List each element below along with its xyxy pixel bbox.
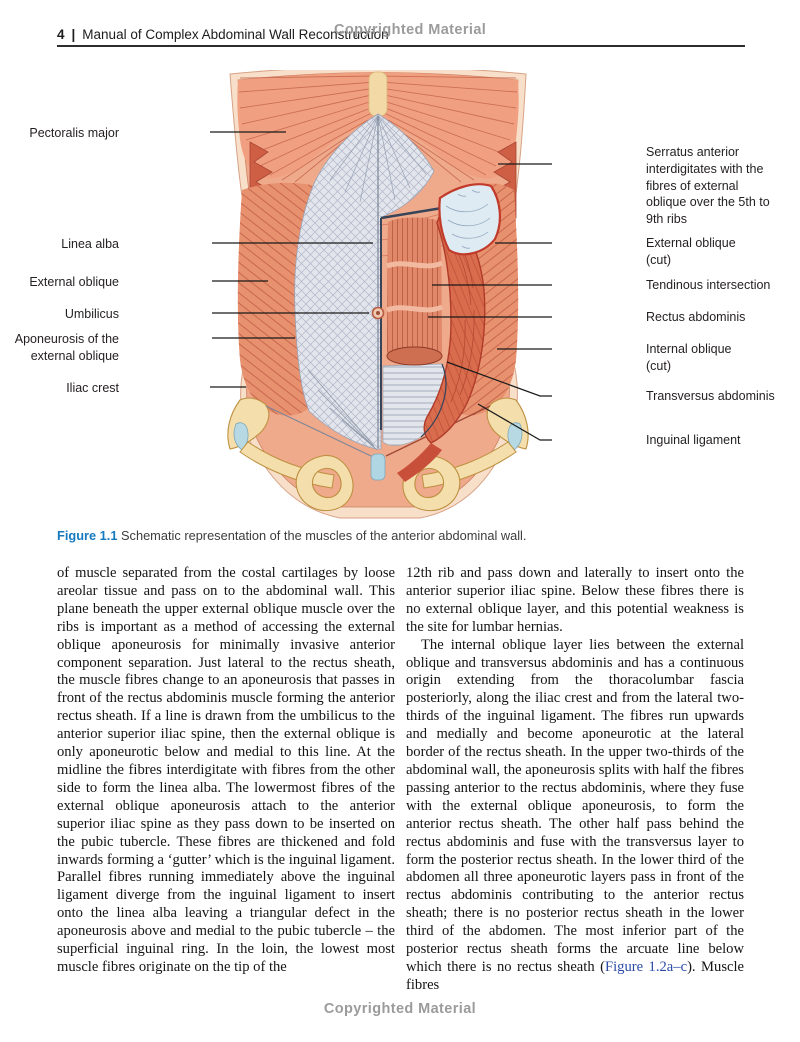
umbilicus-mark	[373, 308, 384, 319]
sternum	[369, 72, 387, 116]
header-separator: |	[71, 27, 76, 42]
figure-caption-text: Schematic representation of the muscles of the anterior abdominal wall.	[121, 528, 527, 543]
body-column-left	[57, 565, 395, 977]
body-column-right	[406, 565, 744, 995]
label-serratus-anterior: Serratus anterior interdigitates with the fibres of external oblique over the 5th to 9th ribs	[646, 145, 770, 226]
label-internal-oblique-cut: Internal oblique (cut)	[646, 342, 732, 373]
label-inguinal-ligament: Inguinal ligament	[646, 433, 741, 447]
label-rectus-abdominis: Rectus abdominis	[646, 310, 746, 324]
figure-caption-label: Figure 1.1	[57, 528, 118, 543]
label-external-oblique: External oblique	[29, 275, 119, 289]
watermark-bottom: Copyrighted Material	[323, 1001, 477, 1017]
label-aponeurosis-external-oblique: Aponeurosis of the external oblique	[14, 332, 119, 363]
rectus-cut-stump	[387, 347, 442, 365]
label-iliac-crest: Iliac crest	[66, 381, 119, 395]
tendinous-intersection-band	[387, 263, 442, 266]
header-rule	[57, 45, 745, 47]
anatomy-illustration	[90, 70, 710, 520]
label-linea-alba: Linea alba	[61, 237, 119, 251]
tendinous-intersection-band	[387, 307, 442, 310]
label-tendinous-intersection: Tendinous intersection	[646, 278, 771, 292]
label-umbilicus: Umbilicus	[64, 307, 119, 321]
anatomy-figure	[14, 70, 775, 520]
figure-caption	[57, 528, 727, 543]
paragraph-right-2-tail: ). Muscle fibres	[406, 958, 745, 993]
label-pectoralis-major: Pectoralis major	[29, 126, 119, 140]
figure-reference-link[interactable]: Figure 1.2a–c	[604, 958, 688, 975]
paragraph-right-2-text: The internal oblique layer lies between the external oblique and transversus abdominis and has a continuous origin extending from the thoracolumbar fascia posteriorly, along the iliac crest and from the lateral two-thirds of the inguinal ligament. The fibres run upwards and medially and become aponeurotic at the lateral border of the rectus sheath. In the upper two-thirds of the abdominal wall, the aponeurosis splits with half the fibres passing anterior to the rectus abdominis, where they fuse with the external oblique aponeurosis, to form the anterior rectus sheath. The other half pass behind the rectus abdominis and fuse with the transversus layer to form the posterior rectus sheath. In the lower third of the abdomen all three aponeurotic layers pass in front of the rectus abdominis contributing to the anterior rectus sheath; there is no posterior rectus sheath in the lower third of the abdomen. The most inferior part of the posterior rectus sheath forms the arcuate line below which there is no rectus sheath (	[406, 636, 744, 975]
watermark-top: Copyrighted Material	[334, 22, 487, 38]
paragraph-right-1: 12th rib and pass down and laterally to insert onto the anterior superior iliac spine. Below these fibres there is no external oblique layer, and this potential weakness is the site for lumbar hernias.	[406, 565, 744, 635]
book-title: Manual of Complex Abdominal Wall Reconstruction	[82, 27, 389, 42]
pubic-symphysis	[371, 454, 385, 480]
paragraph-right-2	[406, 637, 744, 995]
external-oblique-cut-flap	[439, 184, 500, 254]
paragraph-left: of muscle separated from the costal cartilages by loose areolar tissue and pass on to the abdominal wall. This plane beneath the upper external oblique muscle over the ribs is important as a method of accessing the external oblique aponeurosis for minimally invasive anterior component separation. Just lateral to the rectus sheath, the muscle fibres change to an aponeurosis that passes in front of the rectus abdominis muscle forming the anterior rectus sheath. If a line is drawn from the umbilicus to the anterior superior iliac spine, then the external oblique is only aponeurotic below and medial to this line. At the midline the fibres interdigitate with fibres from the other side to form the linea alba. The lowermost fibres of the external oblique aponeurosis attach to the anterior superior iliac spine as they pass down to be inserted on the pubic tubercle. These fibres are thickened and fold inwards forming a ‘gutter’ which is the inguinal ligament. Parallel fibres running immediately above the inguinal ligament diverge from the inguinal ligament to insert onto the linea alba leaving a triangular defect in the aponeurosis above and medial to the pubic tubercle – the superficial inguinal ring. In the loin, the lowest most muscle fibres originate on the tip of the	[57, 565, 395, 975]
label-transversus-abdominis: Transversus abdominis	[646, 389, 775, 403]
page-number: 4	[57, 27, 65, 42]
label-external-oblique-cut: External oblique (cut)	[646, 236, 736, 267]
rectus-abdominis-region	[387, 218, 442, 366]
